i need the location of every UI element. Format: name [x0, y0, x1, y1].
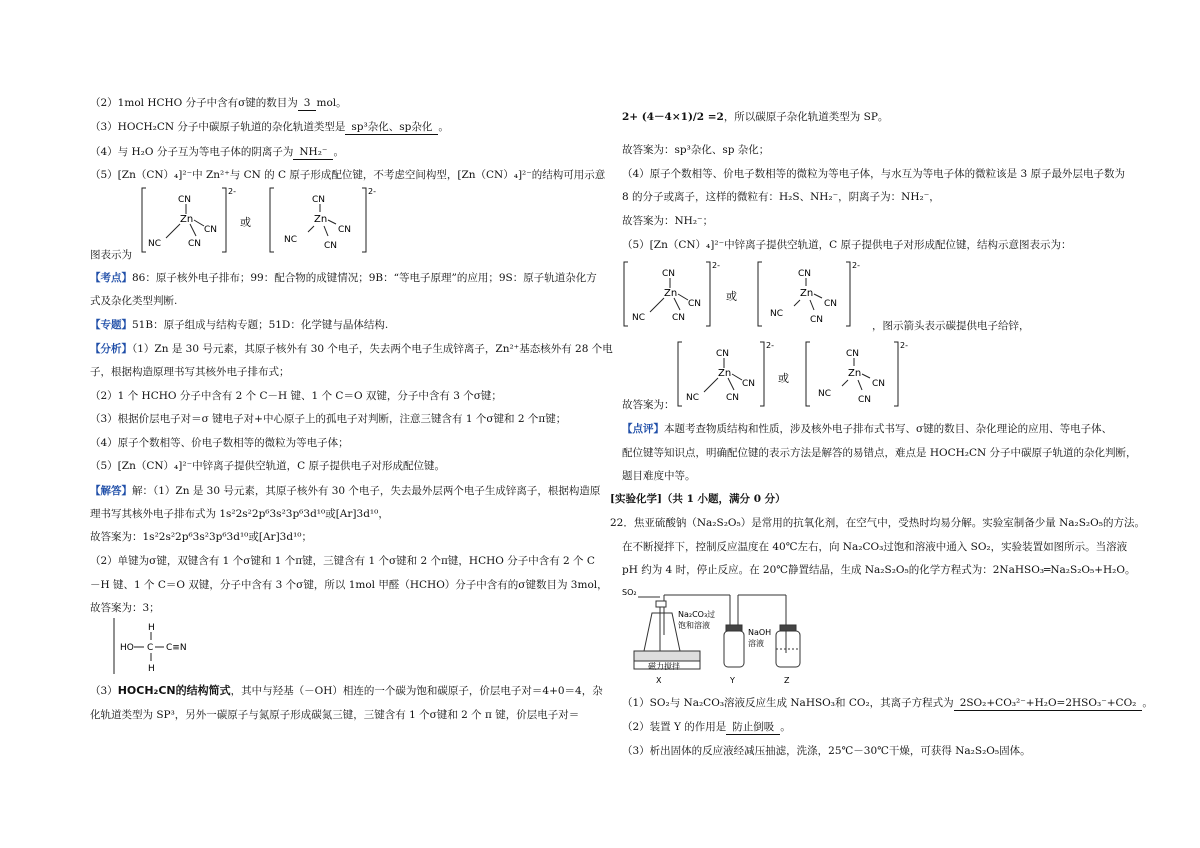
- cn-label: CN: [324, 241, 338, 251]
- q22-line-1: 22．焦亚硫酸钠（Na₂S₂O₅）是常用的抗氧化剂，在空气中，受热时均易分解。实验室制备少量 Na₂S₂O₅的方法。: [610, 517, 1145, 529]
- cn-label: CN: [810, 315, 824, 325]
- naoh-label: NaOH: [748, 628, 772, 637]
- zhuanti-line: 【专题】51B：原子组成与结构专题；51D：化学键与晶体结构.: [90, 319, 389, 331]
- q2-answer: 3: [298, 96, 317, 111]
- zn-label: Zn: [800, 288, 814, 299]
- q22-answer-3: （3）析出固体的反应液经减压抽滤，洗涤，25℃－30℃干燥，可获得 Na₂S₂O₅固体。: [622, 745, 1031, 757]
- cn-label: CN: [188, 239, 202, 249]
- r4-line: 8 的分子或离子，这样的微粒有：H₂S、NH₂⁻，阴离子为：NH₂⁻，: [622, 191, 940, 203]
- kaodian-line-2: 式及杂化类型判断.: [90, 295, 178, 307]
- cn-label: CN: [338, 225, 352, 235]
- c-label: C: [147, 643, 154, 653]
- cn-label: CN: [824, 299, 838, 309]
- z-label: Z: [784, 676, 790, 685]
- or-label: 或: [240, 216, 251, 229]
- q5-line: （5）[Zn（CN）₄]²⁻中 Zn²⁺与 CN 的 C 原子形成配位键，不考虑空间构型，[Zn（CN）₄]²⁻的结构可用示意: [90, 169, 606, 181]
- saturated-solution-label: 饱和溶液: [678, 621, 710, 630]
- r5-line: 故答案为：NH₂⁻；: [622, 215, 714, 227]
- cn-label: CN: [312, 195, 326, 205]
- cn-label: CN: [688, 299, 702, 309]
- solution-label: 溶液: [748, 639, 764, 648]
- r6-line: （5）[Zn（CN）₄]²⁻中锌离子提供空轨道，C 原子提供电子对形成配位键，结构示意图表示为：: [622, 239, 1072, 251]
- r3-line: （4）原子个数相等、价电子数相等的微粒为等电子体，与水互为等电子体的微粒该是 3 原子最外层电子数为: [622, 168, 1126, 180]
- q22-answer-2: （2）装置 Y 的作用是 防止倒吸 。: [622, 721, 791, 733]
- cn-label: CN: [872, 379, 886, 389]
- na2co3-label: Na₂CO₃过: [678, 610, 716, 619]
- charge-label: 2-: [900, 341, 908, 350]
- fenxi-line-4: （3）根据价层电子对＝σ 键电子对+中心原子上的孤电子对判断，注意三键含有 1 个σ键和 2 个π键；: [90, 413, 567, 425]
- dianping-line-2: 配位键等知识点，明确配位键的表示方法是解答的易错点，难点是 HOCH₂CN 分子中碳原子轨道的杂化判断，: [622, 447, 1137, 459]
- nc-label: NC: [818, 389, 832, 399]
- q3-answer: sp³杂化、sp杂化: [345, 120, 438, 135]
- r8-line: 故答案为：: [622, 399, 675, 411]
- nc-label: NC: [686, 393, 700, 403]
- r7-line: ，图示箭头表示碳提供电子给锌，: [872, 320, 1030, 332]
- jieda-line-7: （3）HOCH₂CN的结构简式，其中与羟基（－OH）相连的一个碳为饱和碳原子，价层电子对＝4+0＝4，杂: [90, 684, 603, 697]
- jieda-line-4: （2）单键为σ键，双键含有 1 个σ键和 1 个π键，三键含有 1 个σ键和 2 个π键，HCHO 分子中含有 2 个 C: [90, 555, 595, 567]
- q4-answer: NH₂⁻: [293, 145, 333, 160]
- ho-label: HO: [120, 643, 134, 653]
- hoch2cn-structure: [112, 618, 212, 676]
- cn-label: CN: [178, 195, 192, 205]
- kaodian-line: 【考点】86：原子核外电子排布；99：配合物的成键情况；9B：“等电子原理”的应用；9S：原子轨道杂化方: [90, 272, 597, 284]
- fenxi-line-5: （4）原子个数相等、价电子数相等的微粒为等电子体；: [90, 437, 349, 449]
- q22-answer-1: （1）SO₂与 Na₂CO₃溶液反应生成 NaHSO₃和 CO₂，其离子方程式为 2SO₂+CO₃²⁻+H₂O=2HSO₃⁻+CO₂ 。: [622, 697, 1153, 709]
- jieda-line-8: 化轨道类型为 SP³，另外一碳原子与氮原子形成碳氮三键，三键含有 1 个σ键和 2 个 π 键，价层电子对＝: [90, 709, 580, 721]
- or-label: 或: [778, 372, 789, 385]
- cn-triple-label: C≡N: [166, 643, 187, 653]
- zn-cn-structure-right-2: [676, 338, 926, 410]
- q4-line: （4）与 H₂O 分子互为等电子体的阴离子为 NH₂⁻ 。: [90, 146, 344, 158]
- so2-label: SO₂: [622, 588, 637, 597]
- nc-label: NC: [632, 313, 646, 323]
- zn-cn-structure-left: [140, 184, 390, 256]
- zn-label: Zn: [180, 214, 194, 225]
- h-label: H: [148, 664, 155, 674]
- h-label: H: [148, 623, 155, 633]
- charge-label: 2-: [852, 261, 860, 270]
- cn-label: CN: [716, 349, 730, 359]
- q2-line: （2）1mol HCHO 分子中含有σ键的数目为 3 mol。: [90, 97, 347, 109]
- charge-label: 2-: [228, 187, 236, 196]
- charge-label: 2-: [712, 261, 720, 270]
- fenxi-line-6: （5）[Zn（CN）₄]²⁻中锌离子提供空轨道，C 原子提供电子对形成配位键。: [90, 460, 445, 472]
- zn-label: Zn: [314, 214, 328, 225]
- charge-label: 2-: [368, 187, 376, 196]
- nc-label: NC: [284, 235, 298, 245]
- r1-line: 2+ (4－4×1)/2 =2，所以碳原子杂化轨道类型为 SP。: [622, 111, 889, 123]
- cn-label: CN: [672, 313, 686, 323]
- dianping-line: 【点评】本题考查物质结构和性质，涉及核外电子排布式书写、σ键的数目、杂化理论的应用、等电子体、: [622, 423, 1113, 435]
- q22-line-2: 在不断搅拌下，控制反应温度在 40℃左右，向 Na₂CO₃过饱和溶液中通入 SO₂，实验装置如图所示。当溶液: [622, 541, 1128, 553]
- fenxi-line: 【分析】（1）Zn 是 30 号元素，其原子核外有 30 个电子，失去两个电子生成锌离子，Zn²⁺基态核外有 28 个电: [90, 343, 613, 355]
- stirrer-label: 磁力搅拌: [648, 662, 680, 671]
- jieda-line-2: 理书写其核外电子排布式为 1s²2s²2p⁶3s²3p⁶3d¹⁰或[Ar]3d¹⁰，: [90, 508, 389, 520]
- cn-label: CN: [858, 395, 872, 405]
- r2-line: 故答案为：sp³杂化、sp 杂化；: [622, 144, 770, 156]
- cn-label: CN: [726, 393, 740, 403]
- q5-line-2: 图表示为: [90, 249, 132, 261]
- cn-label: CN: [742, 379, 756, 389]
- x-label: X: [656, 676, 662, 685]
- nc-label: NC: [148, 239, 162, 249]
- zn-label: Zn: [848, 368, 862, 379]
- cn-label: CN: [662, 269, 676, 279]
- zn-cn-structure-right-1: [622, 258, 872, 330]
- y-label: Y: [730, 676, 735, 685]
- q3-line: （3）HOCH₂CN 分子中碳原子轨道的杂化轨道类型是 sp³杂化、sp杂化 。: [90, 121, 449, 133]
- cn-label: CN: [798, 269, 812, 279]
- charge-label: 2-: [766, 341, 774, 350]
- zn-label: Zn: [718, 368, 732, 379]
- zn-label: Zn: [664, 288, 678, 299]
- q22-line-3: pH 约为 4 时，停止反应。在 20℃静置结晶，生成 Na₂S₂O₅的化学方程式为：2NaHSO₃═Na₂S₂O₅+H₂O。: [622, 564, 1136, 576]
- jieda-line-3: 故答案为：1s²2s²2p⁶3s²3p⁶3d¹⁰或[Ar]3d¹⁰；: [90, 531, 312, 543]
- jieda-line-5: －H 键、1 个 C＝O 双键，分子中含有 3 个σ键，所以 1mol 甲醛（HCHO）分子中含有的σ键数目为 3mol，: [90, 579, 608, 591]
- cn-label: CN: [846, 349, 860, 359]
- nc-label: NC: [770, 309, 784, 319]
- apparatus-diagram: [620, 583, 820, 687]
- or-label: 或: [726, 290, 737, 303]
- section-heading: [实验化学]（共 1 小题，满分 0 分）: [610, 493, 786, 505]
- dianping-line-3: 题目难度中等。: [622, 470, 696, 482]
- jieda-line-6: 故答案为：3；: [90, 602, 160, 614]
- cn-label: CN: [204, 225, 218, 235]
- fenxi-line-2: 子，根据构造原理书写其核外电子排布式；: [90, 366, 290, 378]
- fenxi-line-3: （2）1 个 HCHO 分子中含有 2 个 C－H 键、1 个 C＝O 双键，分子中含有 3 个σ键；: [90, 390, 502, 402]
- jieda-line: 【解答】解：（1）Zn 是 30 号元素，其原子核外有 30 个电子，失去最外层两个电子生成锌离子，根据构造原: [90, 485, 601, 497]
